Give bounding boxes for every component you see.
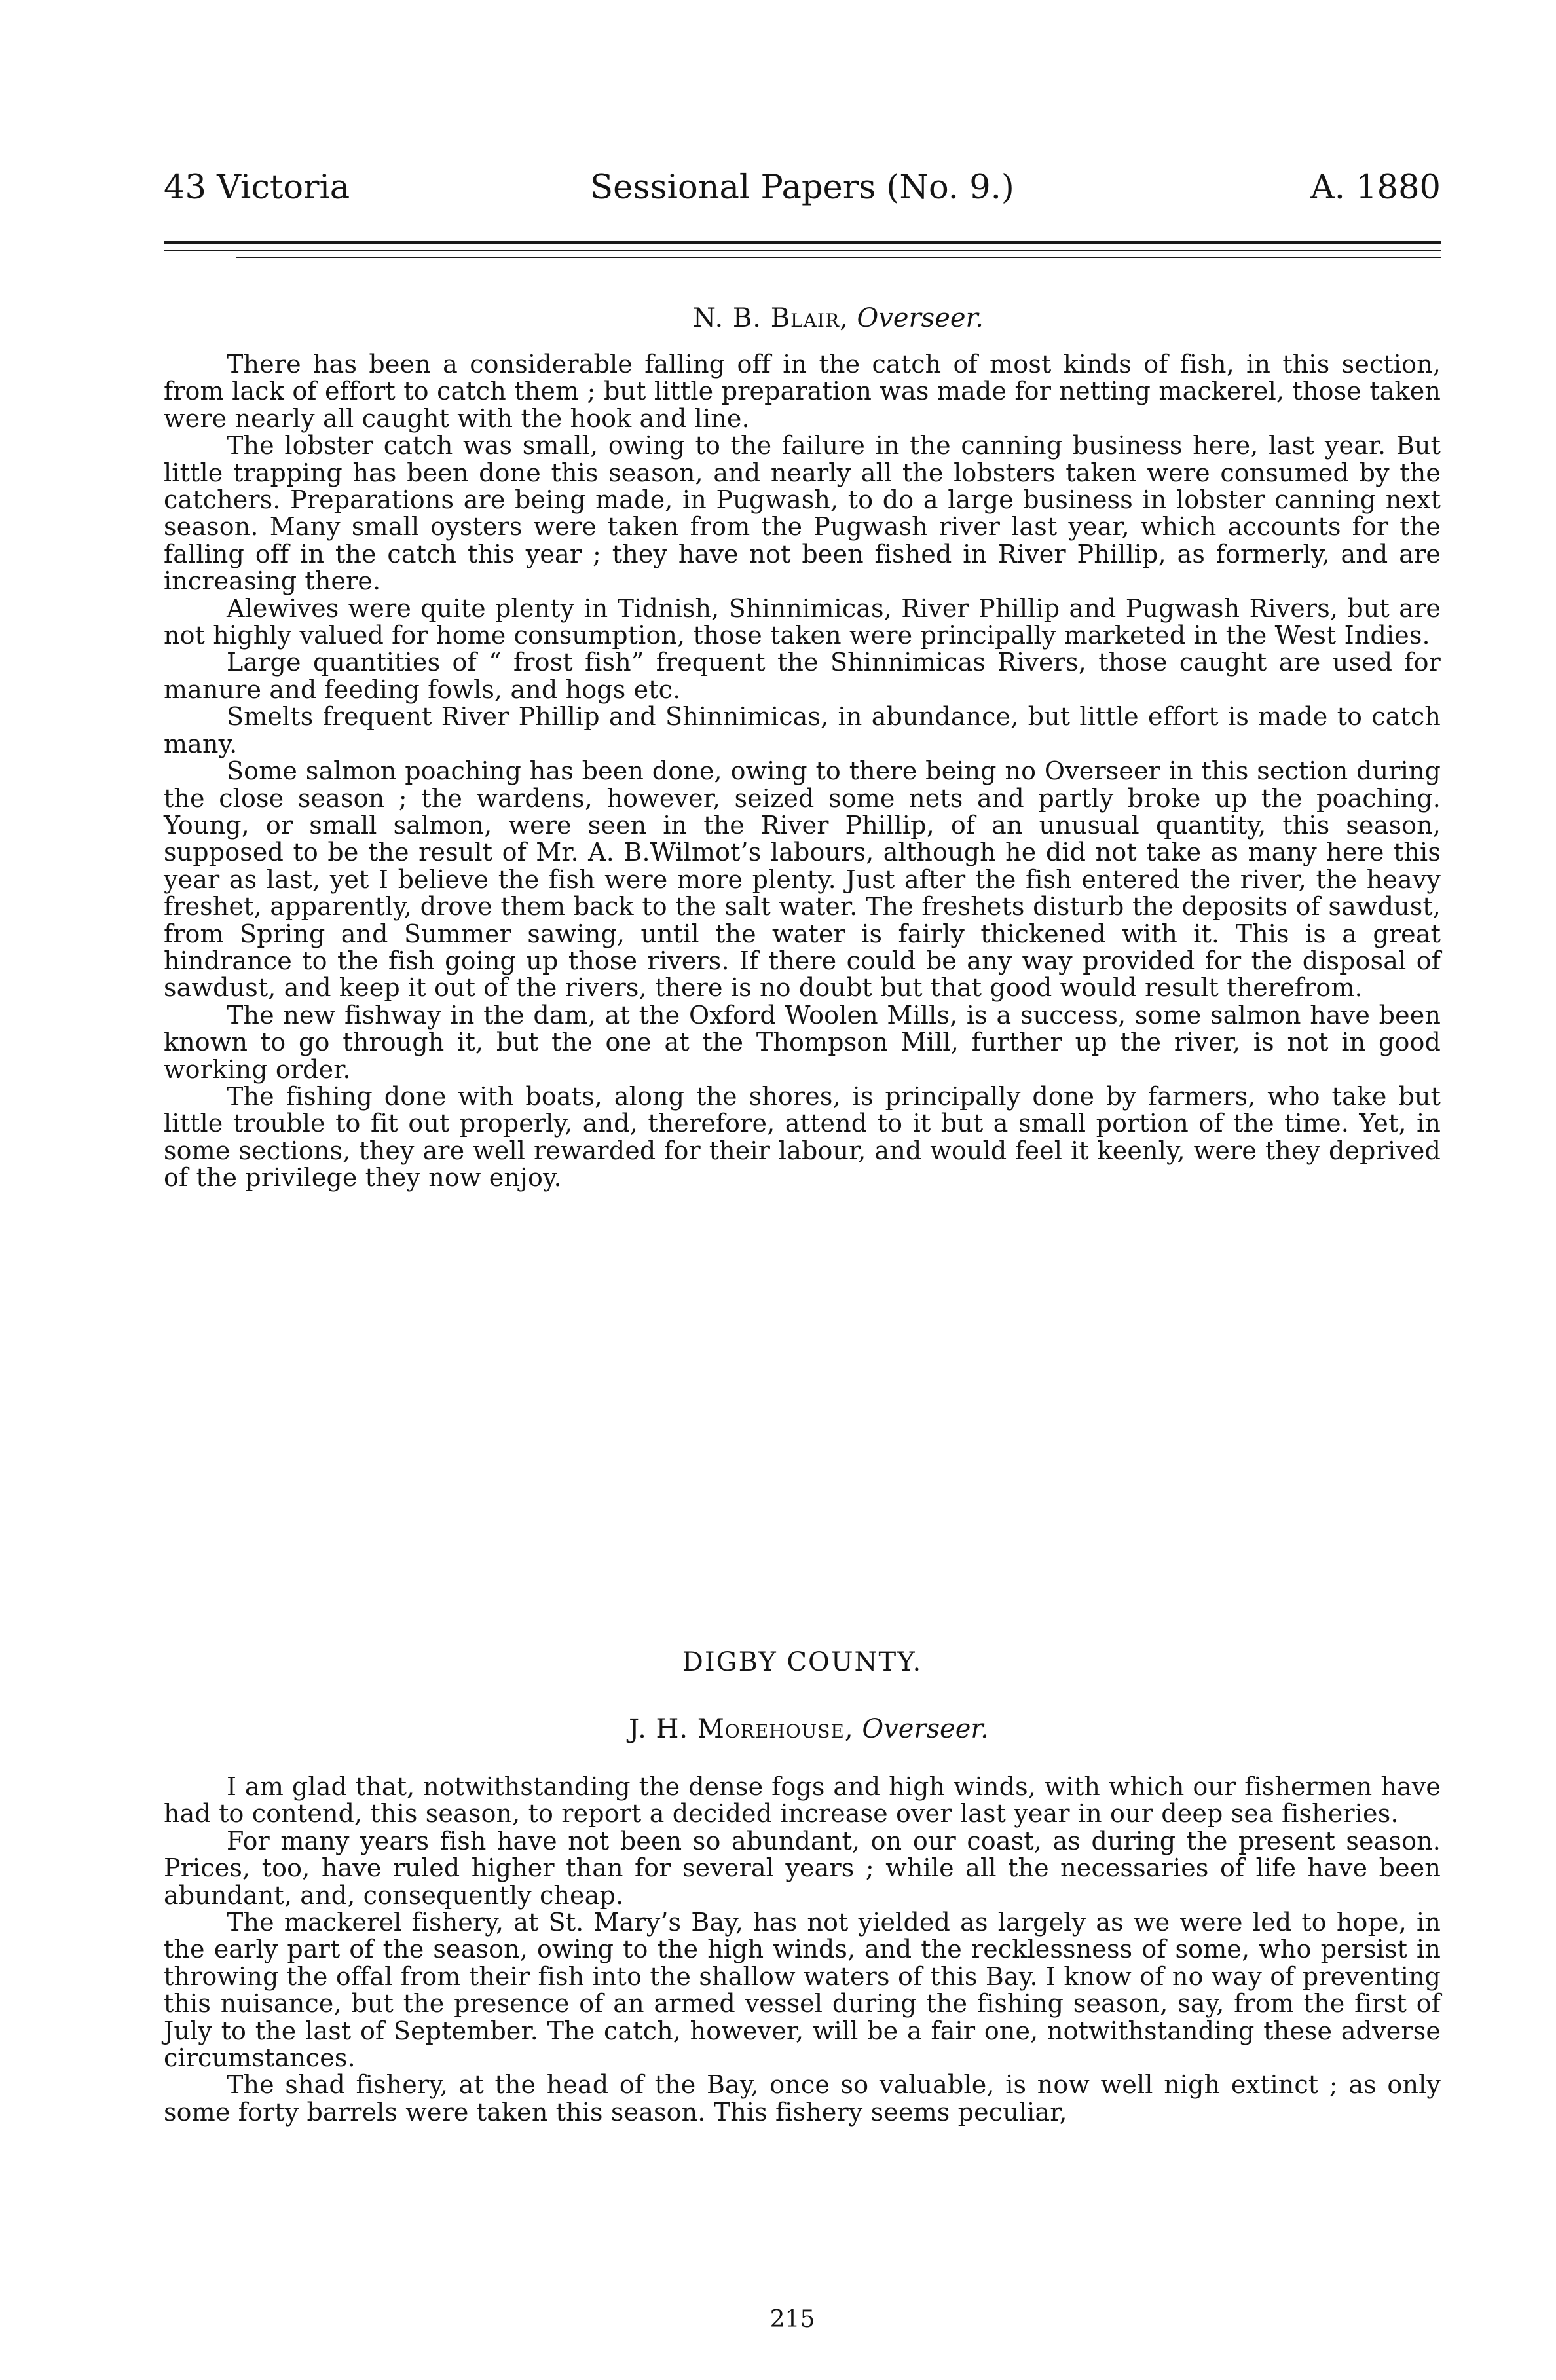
- header-rule-thick: [164, 241, 1441, 244]
- paragraph: The new fishway in the dam, at the Oxford Woolen Mills, is a success, some salmon have been known to go through it, but the one at the Thompson Mill, further up the river, is not in good working order.: [164, 1000, 1441, 1084]
- paragraph: Alewives were quite plenty in Tidnish, Shinnimicas, River Phillip and Pugwash Rivers, but are not highly valued for home consumption, those taken were principally marketed in the West Indies.: [164, 593, 1441, 650]
- overseer-name: J. H. Morehouse,: [629, 1714, 854, 1744]
- header-year: A. 1880: [1310, 168, 1441, 207]
- paragraph: Large quantities of “ frost fish” frequent the Shinnimicas Rivers, those caught are used for manure and feeding fowls, and hogs etc.: [164, 648, 1441, 704]
- paragraph: Some salmon poaching has been done, owing to there being no Overseer in this section during the close season ; the wardens, however, seized some nets and partly broke up the poaching. Young, or small salmon, were seen in the River Phillip, of an unusual quantity, this season, supposed to be the result of Mr. A. B.Wilmot’s labours, although he did not take as many here this year as last, yet I believe the fish were more plenty. Just after the fish entered the river, the heavy freshet, apparently, drove them back to the salt water. The freshets disturb the deposits of sawdust, from Spring and Summer sawing, until the water is fairly thickened with it. This is a great hindrance to the fish going up those rivers. If there could be any way provided for the disposal of sawdust, and keep it out of the rivers, there is no doubt but that good would result therefrom.: [164, 756, 1441, 1003]
- running-header: [164, 165, 1441, 211]
- overseer-role: Overseer.: [862, 1714, 989, 1744]
- paragraph: The shad fishery, at the head of the Bay, once so valuable, is now well nigh extinct ; as only some forty barrels were taken this season. This fishery seems peculiar,: [164, 2070, 1441, 2127]
- overseer-name: N. B. Blair,: [693, 303, 849, 333]
- paragraph: There has been a considerable falling off in the catch of most kinds of fish, in this section, from lack of effort to catch them ; but little preparation was made for netting mackerel, those taken were nearly all caught with the hook and line.: [164, 350, 1441, 433]
- paragraph: For many years fish have not been so abundant, on our coast, as during the present season. Prices, too, have ruled higher than for several years ; while all the necessaries of life have been abundant, and, consequently cheap.: [164, 1826, 1441, 1910]
- header-title: Sessional Papers (No. 9.): [590, 168, 1014, 207]
- paragraph: Smelts frequent River Phillip and Shinnimicas, in abundance, but little effort is made to catch many.: [164, 702, 1441, 758]
- overseer-role: Overseer.: [857, 303, 984, 333]
- paragraph: The mackerel fishery, at St. Mary’s Bay, has not yielded as largely as we were led to hope, in the early part of the season, owing to the high winds, and the recklessness of some, who persist in throwing the offal from their fish into the shallow waters of this Bay. I know of no way of preventing this nuisance, but the presence of an armed vessel during the fishing season, say, from the first of July to the last of September. The catch, however, will be a fair one, notwithstanding these adverse circumstances.: [164, 1908, 1441, 2073]
- overseer-byline: [164, 1711, 1441, 1747]
- header-rule-thin: [164, 250, 1441, 251]
- paragraph: The lobster catch was small, owing to the failure in the canning business here, last year. But little trapping has been done this season, and nearly all the lobsters taken were consumed by the catchers. Preparations are being made, in Pugwash, to do a large business in lobster canning next season. Many small oysters were taken from the Pugwash river last year, which accounts for the falling off in the catch this year ; they have not been fished in River Phillip, as formerly, and are increasing there.: [164, 431, 1441, 596]
- header-volume: 43 Victoria: [164, 168, 350, 207]
- header-rule-short: [236, 257, 1441, 258]
- overseer-byline: [164, 300, 1441, 337]
- page-number: 215: [769, 2306, 815, 2333]
- paragraph: The fishing done with boats, along the shores, is principally done by farmers, who take but little trouble to fit out properly, and, therefore, attend to it but a small portion of the time. Yet, in some sections, they are well rewarded for their labour, and would feel it keenly, were they deprived of the privilege they now enjoy.: [164, 1081, 1441, 1193]
- paragraph: I am glad that, notwithstanding the dense fogs and high winds, with which our fishermen have had to contend, this season, to report a decided increase over last year in our deep sea fisheries.: [164, 1772, 1441, 1829]
- section-cumberland: [164, 300, 1441, 1192]
- section-digby-county: [164, 1644, 1441, 2126]
- county-heading: DIGBY COUNTY.: [682, 1647, 923, 1677]
